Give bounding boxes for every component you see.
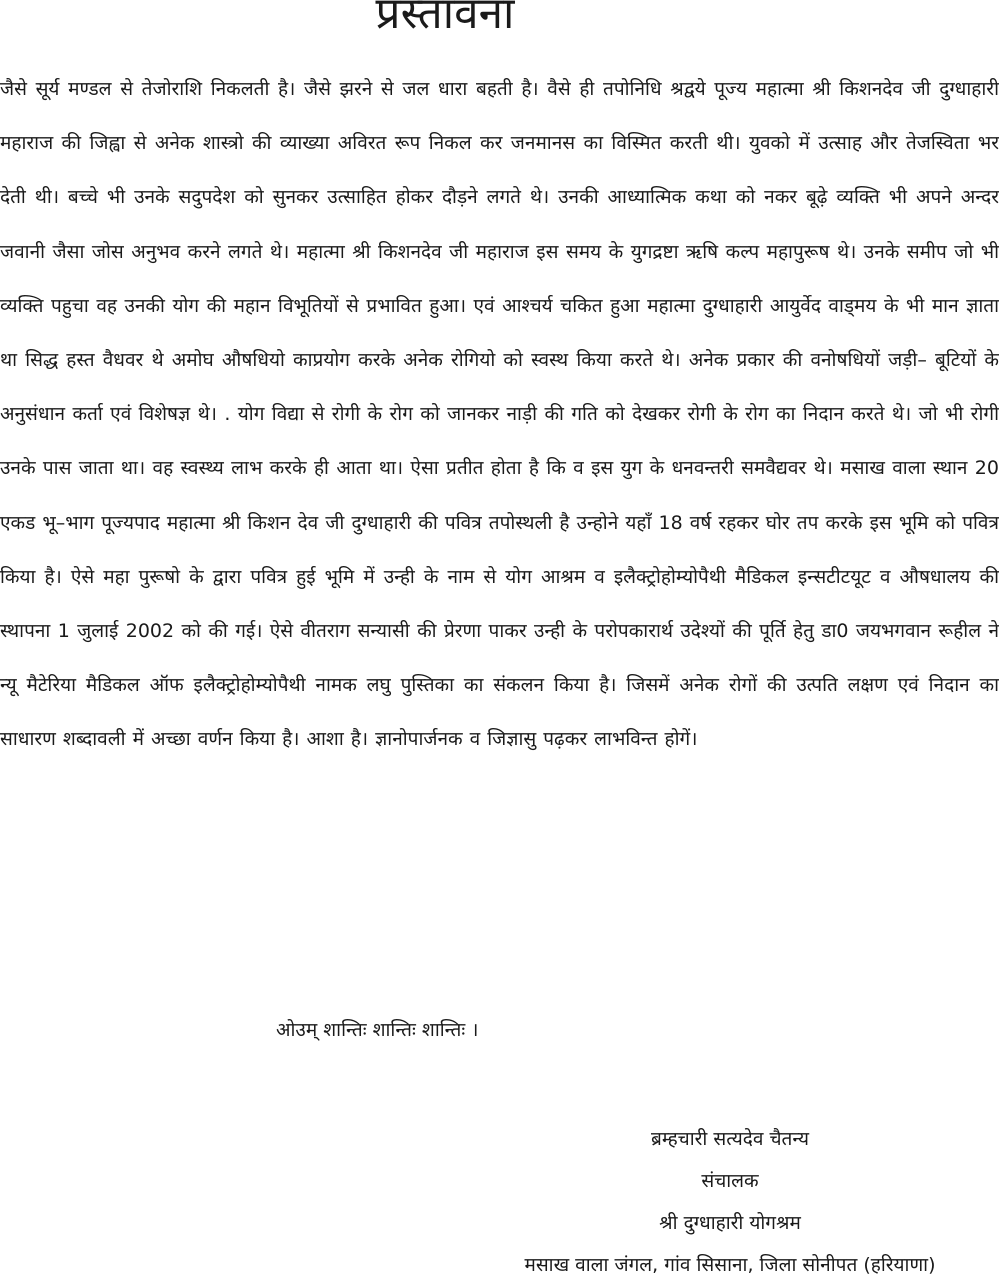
organization-name: श्री दुग्धाहारी योगश्रम	[659, 1212, 801, 1234]
signatory-name: ब्रम्हचारी सत्यदेव चैतन्य	[651, 1128, 809, 1150]
closing-invocation: ओउम् शान्तिः शान्तिः शान्तिः ।	[276, 1019, 479, 1041]
signatory-designation: संचालक	[701, 1170, 759, 1192]
organization-address: मसाख वाला जंगल, गांव सिसाना, जिला सोनीपत (हरियाणा)	[524, 1254, 936, 1276]
signature-block	[470, 1118, 990, 1286]
preface-paragraph: जैसे सूर्य मण्डल से तेजोराशि निकलती है। जैसे झरने से जल धारा बहती है। वैसे ही तपोनिधि श्रद्वये पूज्य महात्मा श्री किशनदेव जी दुग्धाहारी महाराज की जिह्वा से अनेक शास्त्रो की व्याख्या अविरत रूप निकल कर जनमानस का विस्मित करती थी। युवको में उत्साह और तेजस्विता भर देती थी। बच्चे भी उनके सदुपदेश को सुनकर उत्साहित होकर दौड़ने लगते थे। उनकी आध्यात्मिक कथा को नकर बूढ़े व्यक्ति भी अपने अन्दर जवानी जैसा जोस अनुभव करने लगते थे। महात्मा श्री किशनदेव जी महाराज इस समय के युगद्रष्टा ऋषि कल्प महापुरूष थे। उनके समीप जो भी व्यक्ति पहुचा वह उनकी योग की महान विभूतियों से प्रभावित हुआ। एवं आश्चर्य चकित हुआ महात्मा दुग्धाहारी आयुर्वेद वाड्मय के भी मान ज्ञाता था सिद्ध हस्त वैधवर थे अमोघ औषधियो काप्रयोग करके अनेक रोगियो को स्वस्थ किया करते थे। अनेक प्रकार की वनोषधियों जड़ी– बूटियों के अनुसंधान कर्ता एवं विशेषज्ञ थे। . योग विद्या से रोगी के रोग को जानकर नाड़ी की गति को देखकर रोगी के रोग का निदान करते थे। जो भी रोगी उनके पास जाता था। वह स्वस्थ्य लाभ करके ही आता था। ऐसा प्रतीत होता है कि व इस युग के धनवन्तरी समवैद्यवर थे। मसाख वाला स्थान 20 एकड भू–भाग पूज्यपाद महात्मा श्री किशन देव जी दुग्धाहारी की पवित्र तपोस्थली है उन्होने यहाँ 18 वर्ष रहकर घोर तप करके इस भूमि को पवित्र किया है। ऐसे महा पुरूषो के द्वारा पवित्र हुई भूमि में उन्ही के नाम से योग आश्रम व इलैक्ट्रोहोम्योपैथी मैडिकल इन्सटीटयूट व औषधालय की स्थापना 1 जुलाई 2002 को की गई। ऐसे वीतराग सन्यासी की प्रेरणा पाकर उन्ही के परोपकारार्थ उदेश्यों की पूर्ति हेतु डा0 जयभगवान रूहील ने न्यू मैटेरिया मैडिकल ऑफ इलैक्ट्रोहोम्योपैथी नामक लघु पुस्तिका का संकलन किया है। जिसमें अनेक रोगों की उत्पति लक्षण एवं निदान का साधारण शब्दावली में अच्छा वर्णन किया है। आशा है। ज्ञानोपार्जनक व जिज्ञासु पढ़कर लाभविन्त होगें।	[0, 78, 999, 751]
page-title: प्रस्तावना	[375, 0, 515, 39]
